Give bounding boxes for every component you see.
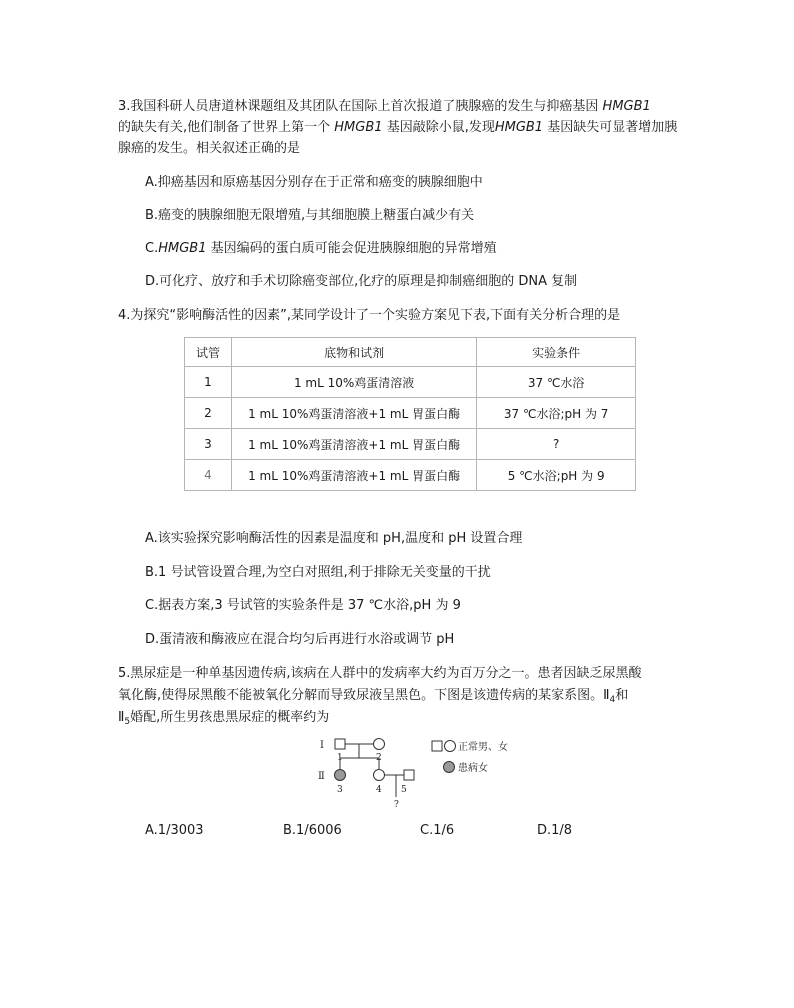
q4-option-b: B.1 号试管设置合理,为空白对照组,利于排除无关变量的干扰 <box>145 565 491 580</box>
q5-option-a: A.1/3003 <box>145 823 204 838</box>
table-cell: 1 mL 10%鸡蛋清溶液+1 mL 胃蛋白酶 <box>231 398 476 429</box>
table-row <box>185 398 636 429</box>
table-cell: 5 ℃水浴;pH 为 9 <box>477 460 636 491</box>
table-cell: 1 mL 10%鸡蛋清溶液+1 mL 胃蛋白酶 <box>231 460 476 491</box>
gene-name: HMGB1 <box>158 241 207 256</box>
individual-number: 3 <box>337 785 343 795</box>
individual-number: 4 <box>376 785 382 795</box>
q3-option-a: A.抑癌基因和原癌基因分别存在于正常和癌变的胰腺细胞中 <box>145 175 483 190</box>
table-header-cell: 实验条件 <box>477 338 636 367</box>
experiment-table <box>184 337 636 491</box>
q3-stem-line1: 3.我国科研人员唐道林课题组及其团队在国际上首次报道了胰腺癌的发生与抑癌基因 HMGB1 <box>118 99 651 114</box>
table-cell: 1 <box>185 367 232 398</box>
q3-stem-line3: 腺癌的发生。相关叙述正确的是 <box>118 141 301 156</box>
individual-number: 1 <box>337 753 343 763</box>
legend-affected-label: 患病女 <box>458 763 488 774</box>
generation-label: Ⅰ <box>320 740 324 751</box>
legend-male-symbol <box>432 741 442 751</box>
female-affected-symbol <box>335 770 346 781</box>
table-header-cell: 底物和试剂 <box>231 338 476 367</box>
q5-option-c: C.1/6 <box>420 823 455 838</box>
unknown-child-label: ? <box>394 800 399 810</box>
legend-affected-symbol <box>444 762 455 773</box>
q5-option-b: B.1/6006 <box>283 823 342 838</box>
q5-stem-line3: $Ⅱ_5$婚配,所生男孩患黑尿症的概率约为 <box>118 710 330 727</box>
gene-name: HMGB1 <box>494 120 544 135</box>
table-cell: 2 <box>185 398 232 429</box>
q4-option-a: A.该实验探究影响酶活性的因素是温度和 pH,温度和 pH 设置合理 <box>145 531 523 546</box>
table-cell: 1 mL 10%鸡蛋清溶液 <box>231 367 476 398</box>
q4-option-c: C.据表方案,3 号试管的实验条件是 37 ℃水浴,pH 为 9 <box>145 598 461 613</box>
q5-stem-line2: 氧化酶,使得尿黑酸不能被氧化分解而导致尿液呈黑色。下图是该遗传病的某家系图。$Ⅱ_4$和 <box>118 688 629 705</box>
pedigree-diagram <box>316 733 566 813</box>
q4-option-d: D.蛋清液和酶液应在混合均匀后再进行水浴或调节 pH <box>145 632 455 647</box>
gene-name: HMGB1 <box>602 99 651 114</box>
table-row <box>185 367 636 398</box>
female-normal-symbol <box>374 770 385 781</box>
table-cell: 4 <box>185 460 232 491</box>
table-row <box>185 429 636 460</box>
table-cell: 1 mL 10%鸡蛋清溶液+1 mL 胃蛋白酶 <box>231 429 476 460</box>
table-header-cell: 试管 <box>185 338 232 367</box>
table-header-row <box>185 338 636 367</box>
table-row <box>185 460 636 491</box>
q3-option-b: B.癌变的胰腺细胞无限增殖,与其细胞膜上糖蛋白减少有关 <box>145 208 475 223</box>
female-normal-symbol <box>374 739 385 750</box>
legend-normal-label: 正常男、女 <box>458 742 508 753</box>
table-cell: 37 ℃水浴 <box>477 367 636 398</box>
individual-number: 2 <box>376 753 382 763</box>
q4-stem: 4.为探究“影响酶活性的因素”,某同学设计了一个实验方案见下表,下面有关分析合理的是 <box>118 308 621 323</box>
individual-number: 5 <box>401 785 407 795</box>
table-cell: ? <box>477 429 636 460</box>
q3-option-c: C.HMGB1 基因编码的蛋白质可能会促进胰腺细胞的异常增殖 <box>145 241 497 256</box>
gene-name: HMGB1 <box>334 120 383 135</box>
q5-stem-line1: 5.黑尿症是一种单基因遗传病,该病在人群中的发病率大约为百万分之一。患者因缺乏尿黑酸 <box>118 666 642 681</box>
q3-stem-line2: 的缺失有关,他们制备了世界上第一个 HMGB1 基因敲除小鼠,发现HMGB1 基因缺失可显著增加胰 <box>118 120 678 135</box>
table-cell: 37 ℃水浴;pH 为 7 <box>477 398 636 429</box>
q3-option-d: D.可化疗、放疗和手术切除癌变部位,化疗的原理是抑制癌细胞的 DNA 复制 <box>145 274 578 289</box>
q5-option-d: D.1/8 <box>537 823 573 838</box>
generation-label: Ⅱ <box>318 771 325 782</box>
male-normal-symbol <box>335 739 345 749</box>
male-normal-symbol <box>404 770 414 780</box>
q5-choices <box>145 823 705 841</box>
legend-female-symbol <box>445 741 456 752</box>
table-cell: 3 <box>185 429 232 460</box>
